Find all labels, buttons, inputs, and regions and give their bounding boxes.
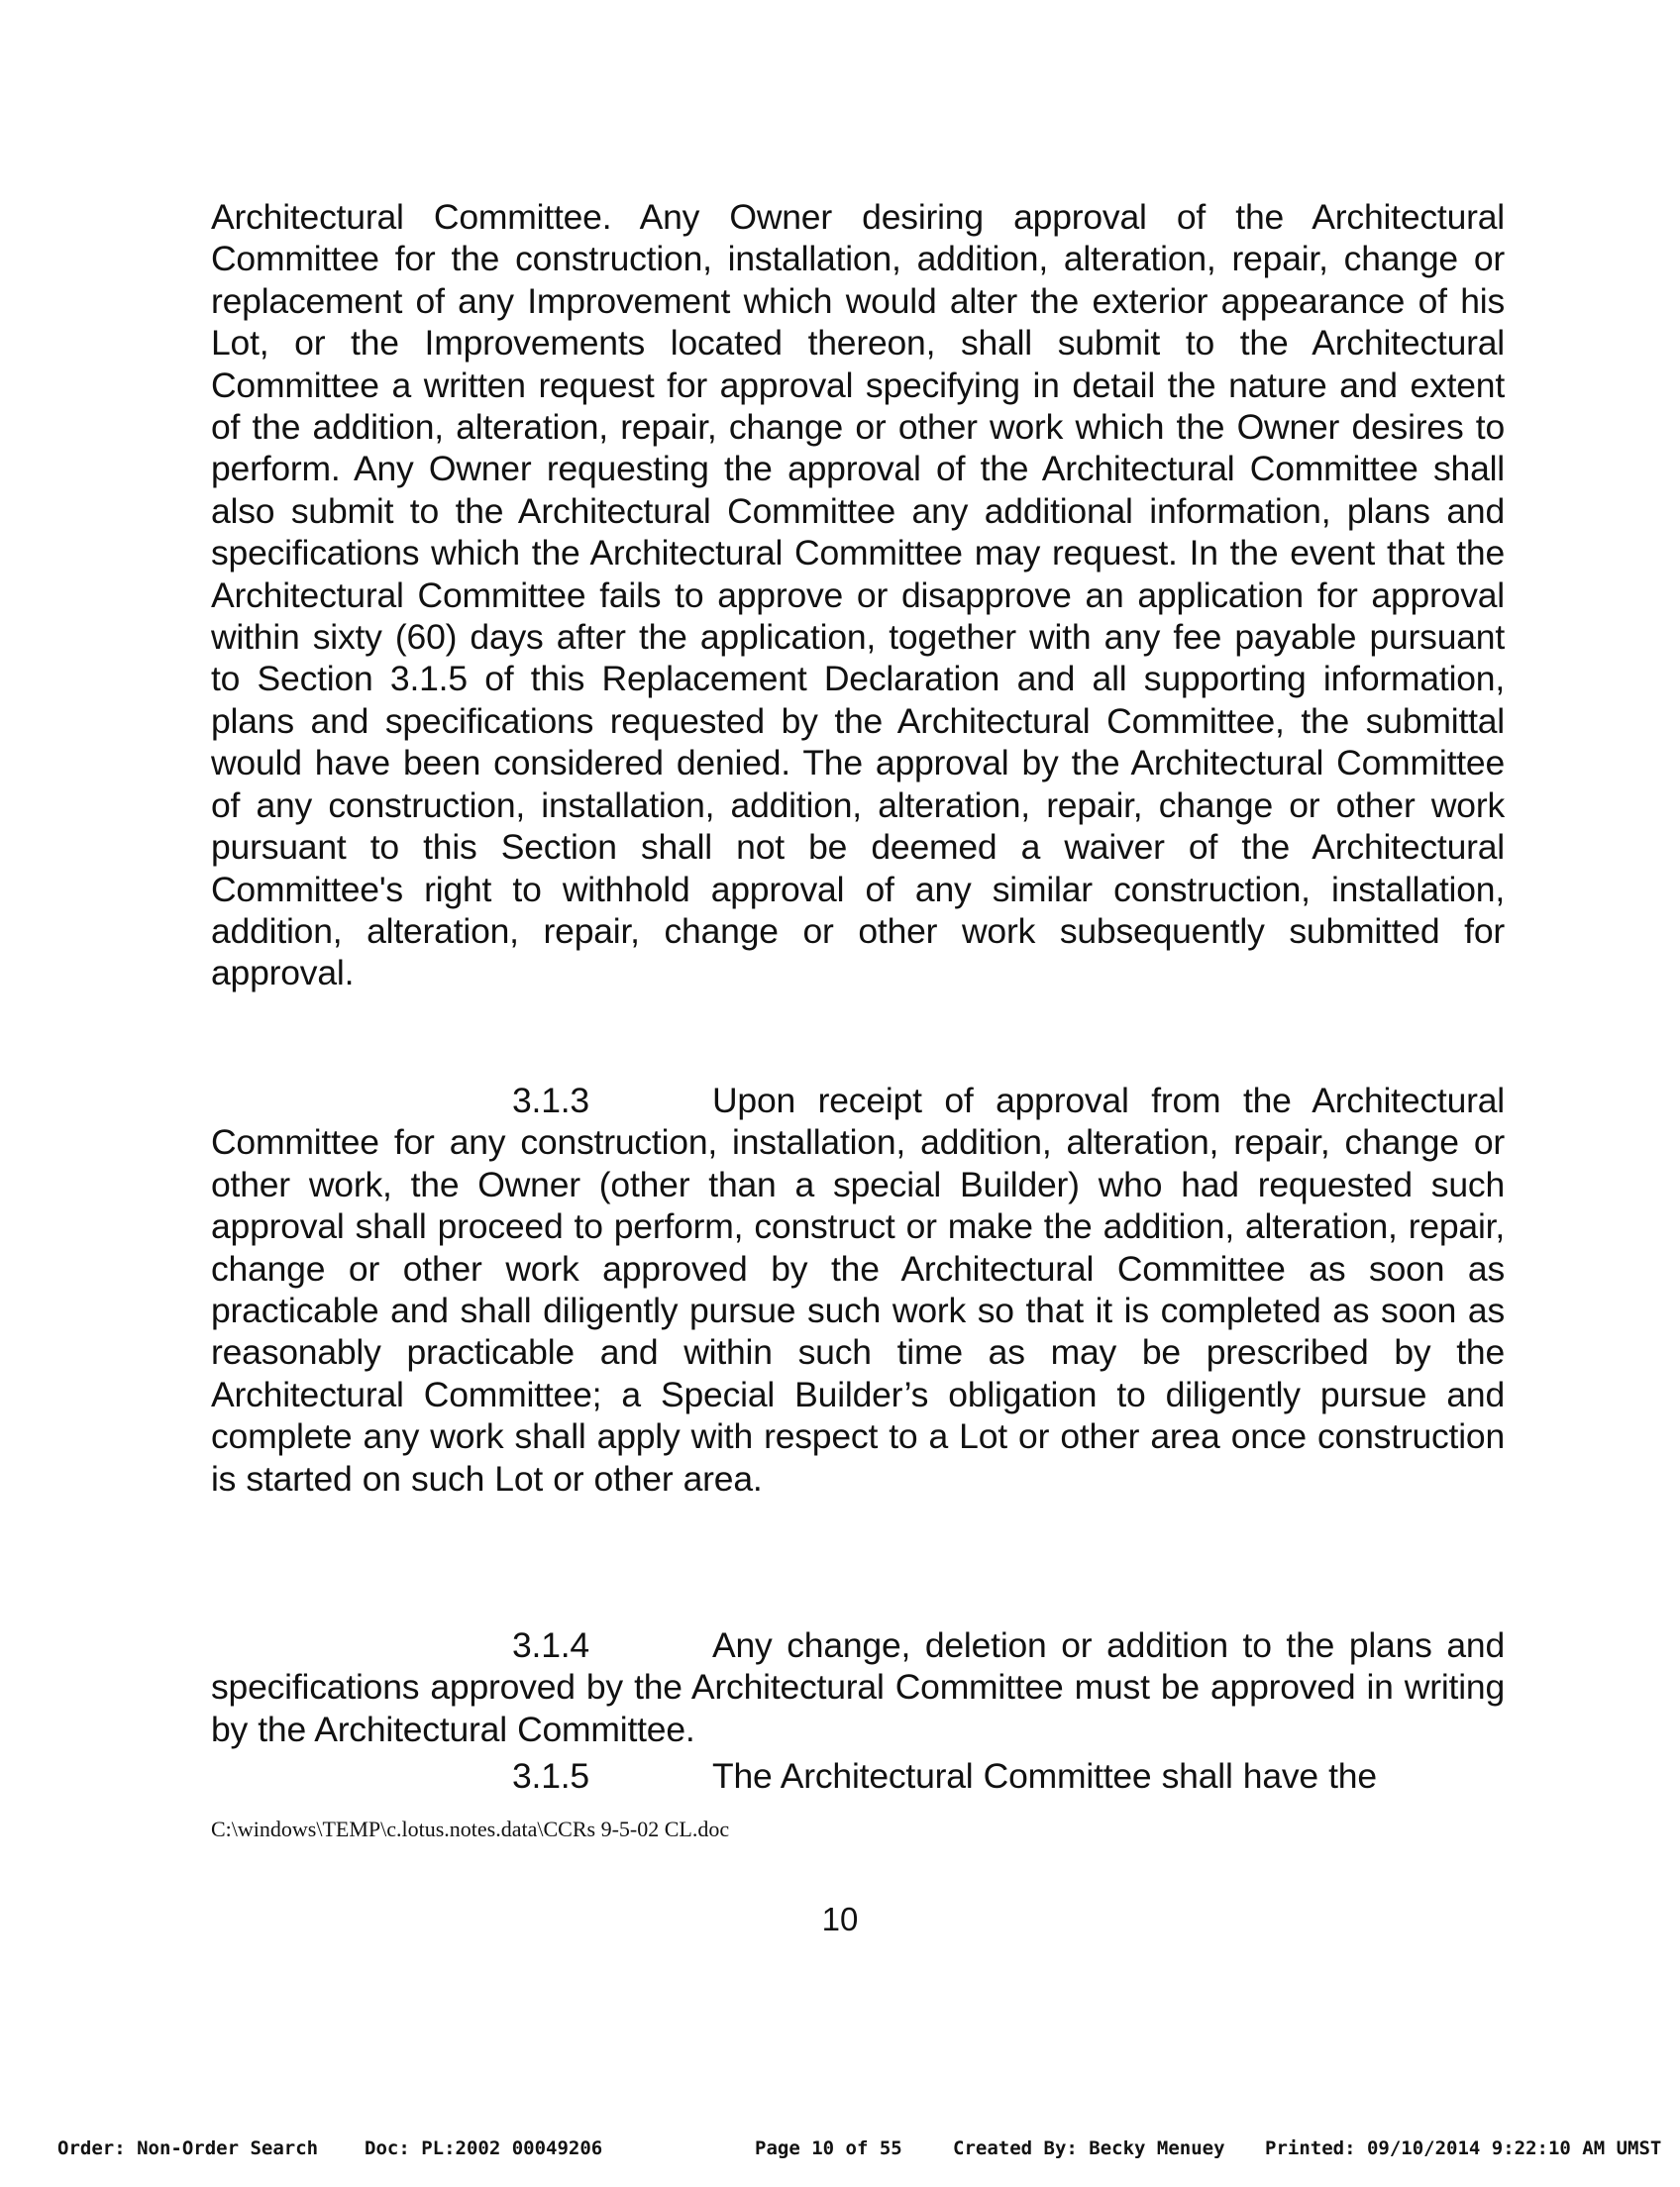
section-3-1-4 (211, 1624, 1505, 1750)
footer-printed: Printed: 09/10/2014 9:22:10 AM UMST (1265, 2137, 1662, 2159)
section-text: Any change, deletion or addition to the plans and specifications approved by the Architectural Committee must be approved in writing by the Architectural Committee. (211, 1625, 1505, 1749)
page-number: 10 (821, 1901, 859, 1937)
section-number: 3.1.5 (512, 1756, 589, 1796)
section-number: 3.1.3 (512, 1081, 589, 1120)
footer-page: Page 10 of 55 (755, 2137, 902, 2159)
footer-order: Order: Non-Order Search (57, 2137, 319, 2159)
footer-doc: Doc: PL:2002 00049206 (365, 2137, 603, 2159)
paragraph-architectural-approval: Architectural Committee. Any Owner desiring approval of the Architectural Committee for the construction, installation, addition, alteration, repair, change or replacement of any Improvement which would alter the exterior appearance of his Lot, or the Improvements located thereon, shall submit to the Architectural Committee a written request for approval specifying in detail the nature and extent of the addition, alteration, repair, change or other work which the Owner desires to perform. Any Owner requesting the approval of the Architectural Committee shall also submit to the Architectural Committee any additional information, plans and specifications which the Architectural Committee may request. In the event that the Architectural Committee fails to approve or disapprove an application for approval within sixty (60) days after the application, together with any fee payable pursuant to Section 3.1.5 of this Replacement Declaration and all supporting information, plans and specifications requested by the Architectural Committee, the submittal would have been considered denied. The approval by the Architectural Committee of any construction, installation, addition, alteration, repair, change or other work pursuant to this Section shall not be deemed a waiver of the Architectural Committee's right to withhold approval of any similar construction, installation, addition, alteration, repair, change or other work subsequently submitted for approval. (211, 197, 1505, 993)
section-3-1-5 (211, 1755, 1505, 1797)
section-text: The Architectural Committee shall have the (712, 1756, 1377, 1796)
section-3-1-3 (211, 1080, 1505, 1500)
section-text: Upon receipt of approval from the Architectural Committee for any construction, installation, addition, alteration, repair, change or other work, the Owner (other than a special Builder) who had requested such approval shall proceed to perform, construct or make the addition, alteration, repair, change or other work approved by the Architectural Committee as soon as practicable and shall diligently pursue such work so that it is completed as soon as reasonably practicable and within such time as may be prescribed by the Architectural Committee; a Special Builder’s obligation to diligently pursue and complete any work shall apply with respect to a Lot or other area once construction is started on such Lot or other area. (211, 1081, 1505, 1499)
section-number: 3.1.4 (512, 1625, 589, 1665)
footer-created-by: Created By: Becky Menuey (953, 2137, 1225, 2159)
file-path: C:\windows\TEMP\c.lotus.notes.data\CCRs 9-5-02 CL.doc (211, 1817, 730, 1841)
